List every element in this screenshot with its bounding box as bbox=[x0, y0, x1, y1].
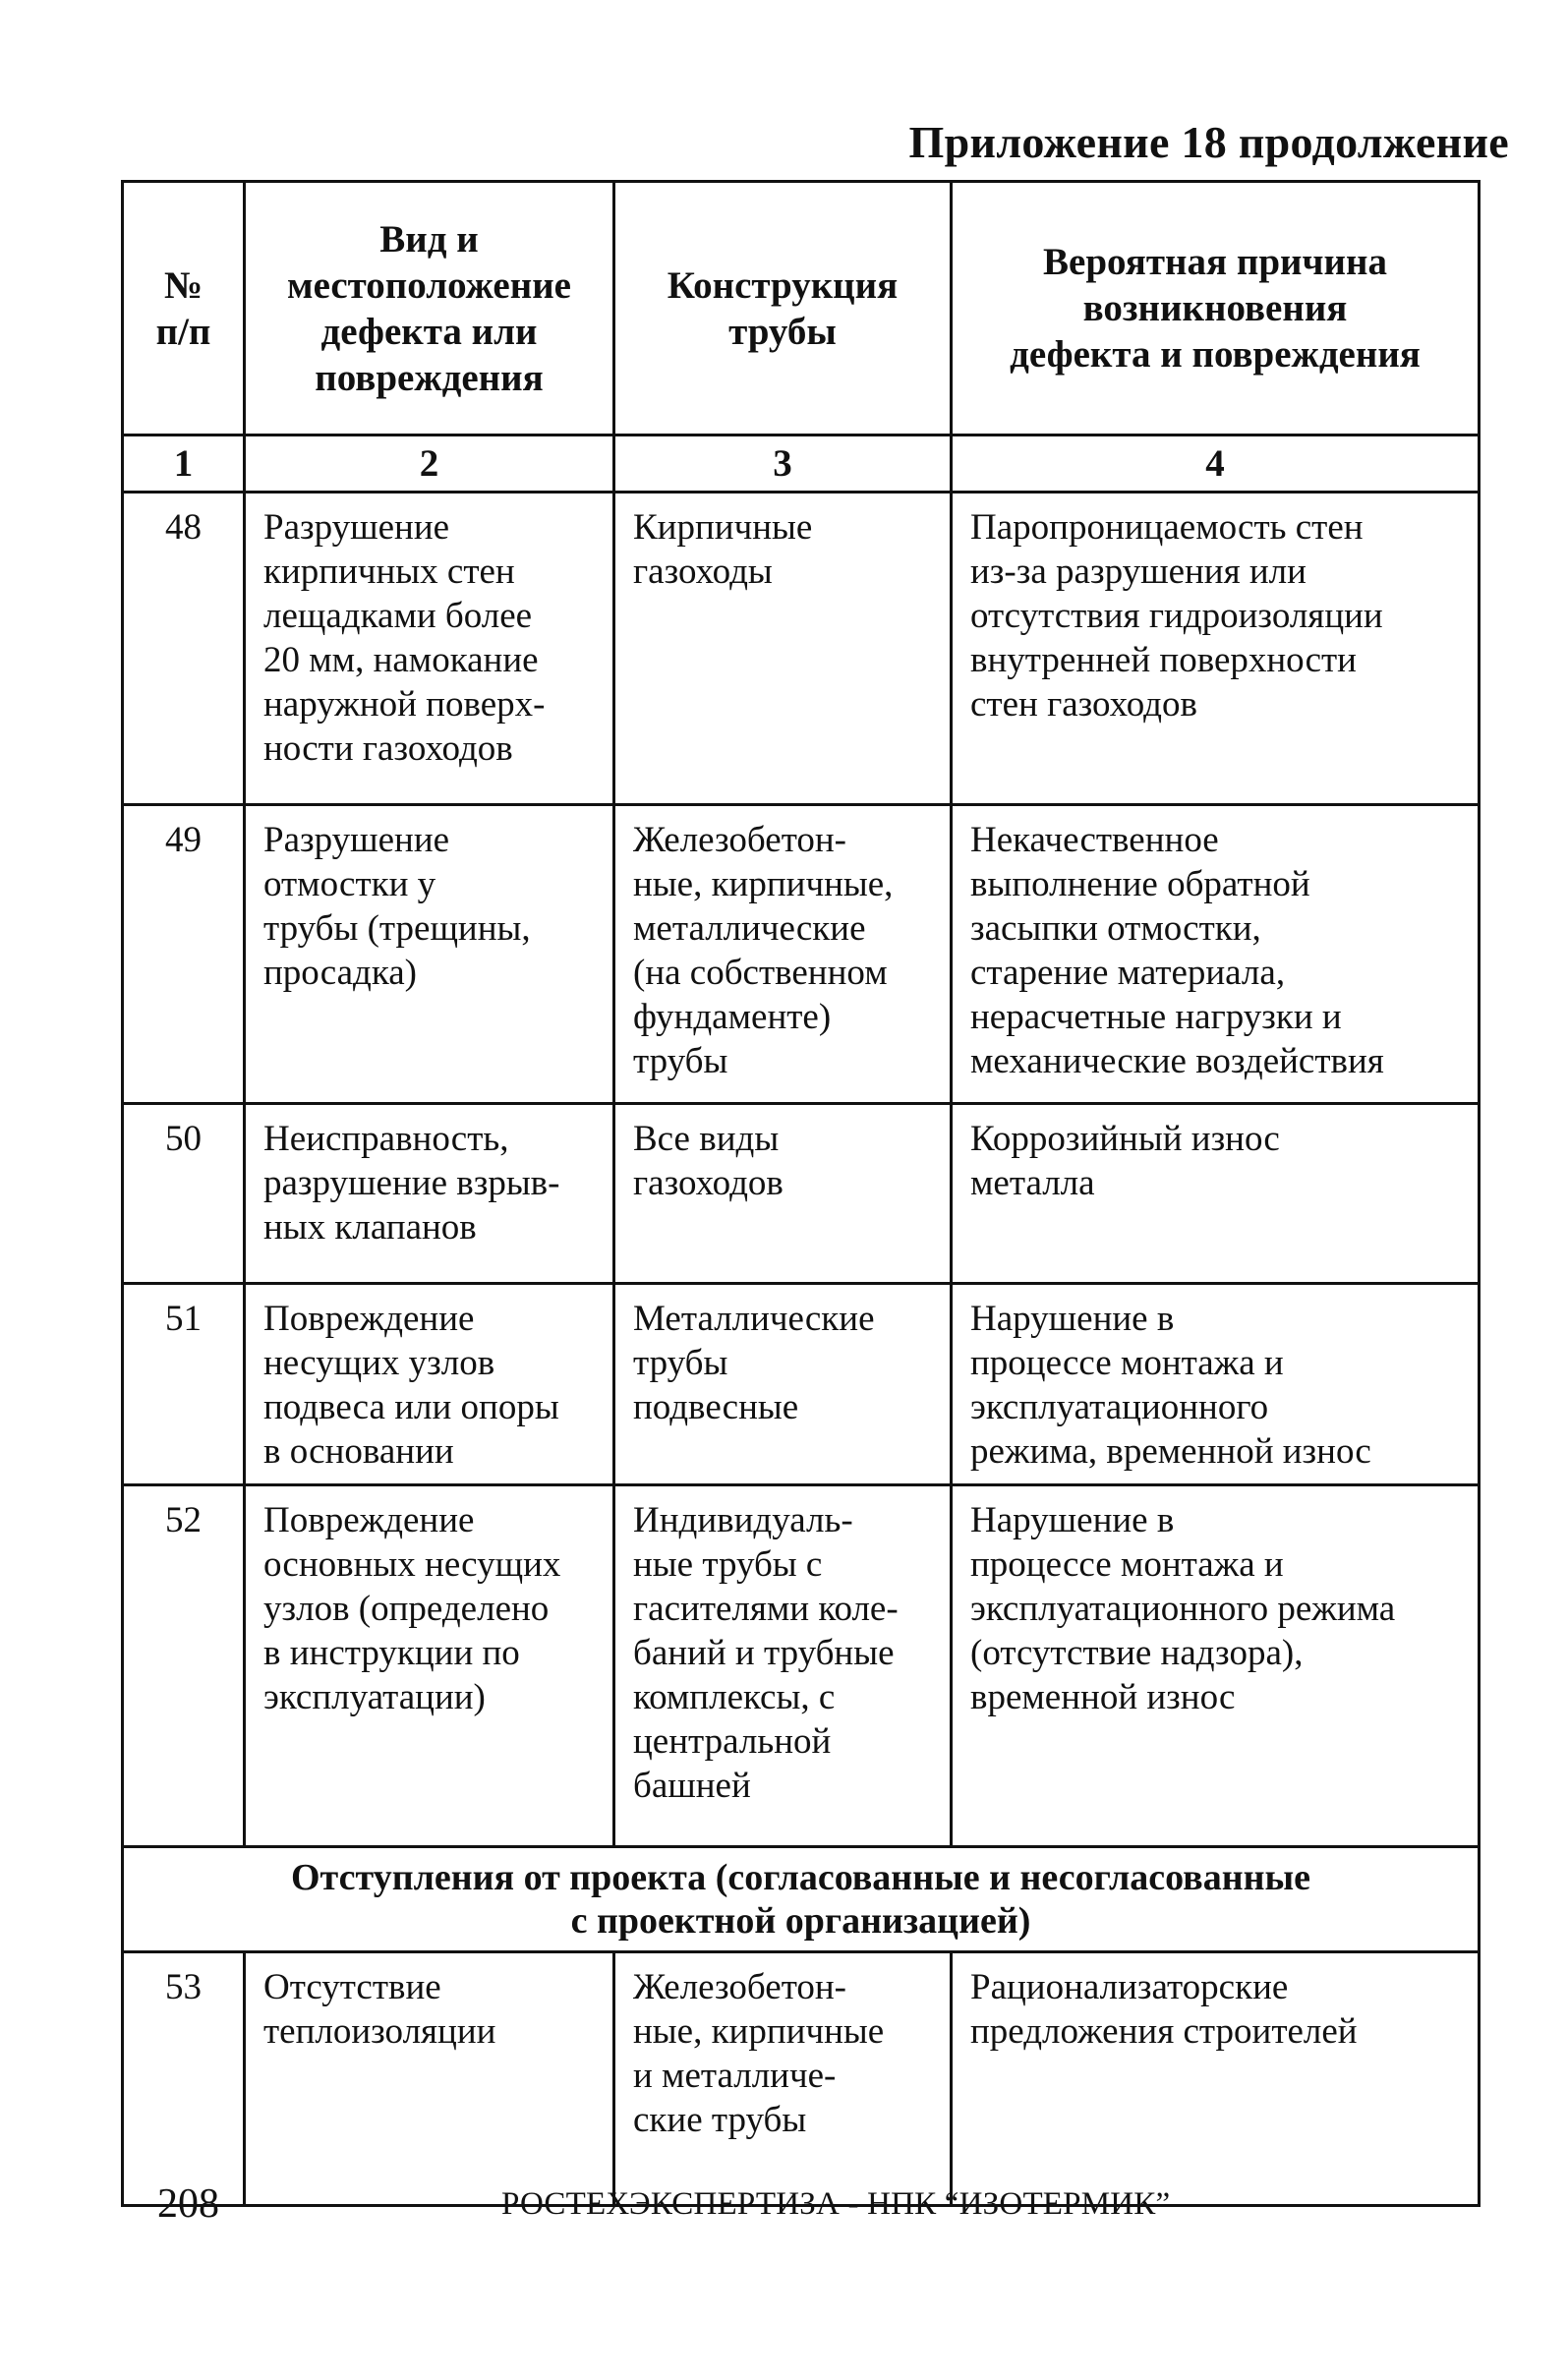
page-number: 208 bbox=[157, 2181, 219, 2227]
cause-cell: Паропроницаемость стен из-за разрушения или отсутствия гидроизоляции внутренней поверхности стен газоходов bbox=[952, 493, 1480, 805]
cause-cell: Некачественное выполнение обратной засыпки отмостки, старение материала, нерасчетные нагрузки и механические воздействия bbox=[952, 805, 1480, 1104]
column-number: 2 bbox=[245, 435, 614, 493]
defect-cell: Повреждение основных несущих узлов (определено в инструкции по эксплуатации) bbox=[245, 1485, 614, 1847]
construction-cell: Кирпичные газоходы bbox=[614, 493, 952, 805]
column-number-row bbox=[123, 435, 1480, 493]
defect-cell: Отсутствие теплоизоляции bbox=[245, 1952, 614, 2206]
cause-cell: Коррозийный износ металла bbox=[952, 1104, 1480, 1284]
table-row bbox=[123, 1952, 1480, 2206]
column-number: 4 bbox=[952, 435, 1480, 493]
defects-table bbox=[121, 180, 1481, 2207]
table-row bbox=[123, 1104, 1480, 1284]
defect-cell: Разрушение отмостки у трубы (трещины, просадка) bbox=[245, 805, 614, 1104]
construction-cell: Железобетон- ные, кирпичные, металлические (на собственном фундаменте) трубы bbox=[614, 805, 952, 1104]
row-number: 50 bbox=[123, 1104, 245, 1284]
cause-cell: Рационализаторские предложения строителей bbox=[952, 1952, 1480, 2206]
row-number: 51 bbox=[123, 1284, 245, 1485]
table-row bbox=[123, 1485, 1480, 1847]
column-number: 3 bbox=[614, 435, 952, 493]
column-number: 1 bbox=[123, 435, 245, 493]
defect-cell: Повреждение несущих узлов подвеса или опоры в основании bbox=[245, 1284, 614, 1485]
defect-cell: Разрушение кирпичных стен лещадками более 20 мм, намокание наружной поверх- ности газоходов bbox=[245, 493, 614, 805]
table-header-row bbox=[123, 182, 1480, 435]
section-heading: Отступления от проекта (согласованные и несогласованные с проектной организацией) bbox=[123, 1847, 1480, 1952]
construction-cell: Индивидуаль- ные трубы с гасителями коле- баний и трубные комплексы, с центральной башней bbox=[614, 1485, 952, 1847]
section-heading-row bbox=[123, 1847, 1480, 1952]
header-number: № п/п bbox=[123, 182, 245, 435]
row-number: 52 bbox=[123, 1485, 245, 1847]
construction-cell: Железобетон- ные, кирпичные и металличе- ские трубы bbox=[614, 1952, 952, 2206]
header-construction: Конструкция трубы bbox=[614, 182, 952, 435]
appendix-title: Приложение 18 продолжение bbox=[908, 117, 1509, 167]
construction-cell: Все виды газоходов bbox=[614, 1104, 952, 1284]
table-row bbox=[123, 805, 1480, 1104]
construction-cell: Металлические трубы подвесные bbox=[614, 1284, 952, 1485]
header-defect: Вид и местоположение дефекта или повреждения bbox=[245, 182, 614, 435]
footer-organization: РОСТЕХЭКСПЕРТИЗА - НПК “ИЗОТЕРМИК” bbox=[501, 2186, 1171, 2222]
table-row bbox=[123, 1284, 1480, 1485]
defect-cell: Неисправность, разрушение взрыв- ных клапанов bbox=[245, 1104, 614, 1284]
row-number: 48 bbox=[123, 493, 245, 805]
row-number: 53 bbox=[123, 1952, 245, 2206]
header-cause: Вероятная причина возникновения дефекта и повреждения bbox=[952, 182, 1480, 435]
table-row bbox=[123, 493, 1480, 805]
row-number: 49 bbox=[123, 805, 245, 1104]
cause-cell: Нарушение в процессе монтажа и эксплуатационного режима (отсутствие надзора), временной износ bbox=[952, 1485, 1480, 1847]
cause-cell: Нарушение в процессе монтажа и эксплуатационного режима, временной износ bbox=[952, 1284, 1480, 1485]
